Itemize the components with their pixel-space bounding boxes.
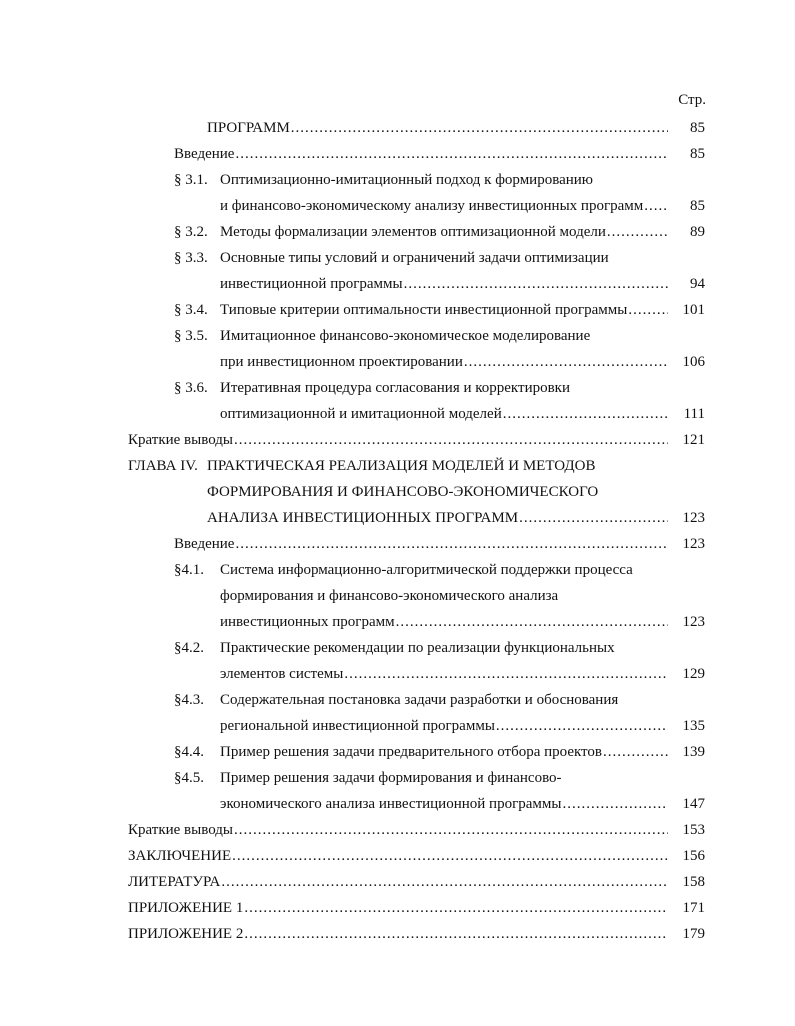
toc-entry-title: региональной инвестиционной программы: [220, 718, 495, 734]
toc-entry-title-wrap: [207, 453, 595, 479]
toc-entry-title-wrap: [220, 349, 669, 375]
dot-leader: [562, 791, 668, 817]
toc-entry-title: ФОРМИРОВАНИЯ И ФИНАНСОВО-ЭКОНОМИЧЕСКОГО: [207, 484, 599, 500]
toc-entry: [0, 687, 795, 713]
toc-entry: [0, 219, 795, 245]
toc-entry: [0, 427, 795, 453]
toc-entry: [0, 349, 795, 375]
toc-entry: [0, 401, 795, 427]
dot-leader: [603, 739, 668, 765]
toc-entry-title: Типовые критерии оптимальности инвестиционной программы: [220, 302, 628, 318]
toc-entry-title: инвестиционных программ: [220, 614, 395, 630]
toc-entry-number: § 3.5.: [174, 328, 208, 344]
toc-entry-title: Имитационное финансово-экономическое моделирование: [220, 328, 591, 344]
toc-entry: [0, 453, 795, 479]
toc-entry-number: §4.5.: [174, 770, 204, 786]
toc-entry-number: § 3.4.: [174, 302, 208, 318]
toc-entry: [0, 245, 795, 271]
dot-leader: [235, 141, 668, 167]
toc-entry-title-wrap: [220, 297, 669, 323]
toc-entry-title: Оптимизационно-имитационный подход к формированию: [220, 172, 594, 188]
toc-entry-page-number: 153: [682, 822, 705, 838]
page-column-header: Стр.: [678, 92, 706, 108]
dot-leader: [464, 349, 668, 375]
toc-entry-title: оптимизационной и имитационной моделей: [220, 406, 502, 422]
toc-entry-title-wrap: [220, 635, 615, 661]
toc-entry-title: ПРИЛОЖЕНИЕ 1: [128, 900, 244, 916]
toc-entry: [0, 661, 795, 687]
dot-leader: [235, 531, 668, 557]
toc-entry-number: §4.4.: [174, 744, 204, 760]
toc-entry: [0, 193, 795, 219]
dot-leader: [644, 193, 668, 219]
toc-entry-title: ЛИТЕРАТУРА: [128, 874, 221, 890]
toc-entry-title: Основные типы условий и ограничений задачи оптимизации: [220, 250, 609, 266]
toc-entry-title-wrap: [207, 115, 669, 141]
toc-entry: [0, 609, 795, 635]
toc-entry-title-wrap: [220, 687, 618, 713]
toc-entry-title-wrap: [220, 323, 590, 349]
toc-entry-title: ПРАКТИЧЕСКАЯ РЕАЛИЗАЦИЯ МОДЕЛЕЙ И МЕТОДОВ: [207, 458, 596, 474]
toc-entry-page-number: 85: [690, 120, 705, 136]
toc-entry-number: ГЛАВА IV.: [128, 458, 198, 474]
dot-leader: [244, 895, 668, 921]
toc-entry-title-wrap: [220, 193, 669, 219]
toc-entry-title-wrap: [207, 505, 669, 531]
toc-entry-title: ЗАКЛЮЧЕНИЕ: [128, 848, 232, 864]
toc-entry-title-wrap: [128, 869, 669, 895]
toc-entry: [0, 531, 795, 557]
toc-entry-page-number: 139: [682, 744, 705, 760]
toc-entry-title-wrap: [220, 791, 669, 817]
toc-entry-page-number: 106: [682, 354, 705, 370]
toc-entry-page-number: 85: [690, 146, 705, 162]
toc-entry-page-number: 129: [682, 666, 705, 682]
toc-entry: [0, 739, 795, 765]
dot-leader: [519, 505, 668, 531]
toc-entry-title-wrap: [220, 765, 562, 791]
toc-entry-title: АНАЛИЗА ИНВЕСТИЦИОННЫХ ПРОГРАММ: [207, 510, 519, 526]
toc-entry-title-wrap: [128, 427, 669, 453]
dot-leader: [496, 713, 668, 739]
dot-leader: [234, 427, 668, 453]
dot-leader: [404, 271, 668, 297]
toc-entry-title: Пример решения задачи формирования и финансово-: [220, 770, 562, 786]
toc-entry-title-wrap: [128, 843, 669, 869]
toc-entry-page-number: 123: [682, 510, 705, 526]
toc-entry: [0, 141, 795, 167]
toc-entry-title-wrap: [128, 817, 669, 843]
toc-entry: [0, 167, 795, 193]
toc-entry-number: § 3.3.: [174, 250, 208, 266]
toc-entry-title-wrap: [220, 219, 669, 245]
toc-entry: [0, 765, 795, 791]
toc-entry-page-number: 111: [683, 406, 705, 422]
toc-entry-title-wrap: [220, 557, 633, 583]
toc-entry-title: формирования и финансово-экономического анализа: [220, 588, 559, 604]
toc-entry: [0, 791, 795, 817]
toc-entry: [0, 375, 795, 401]
toc-entry: [0, 479, 795, 505]
toc-entry: [0, 115, 795, 141]
table-of-contents: [0, 115, 795, 947]
toc-entry-page-number: 147: [682, 796, 705, 812]
toc-entry-title-wrap: [128, 921, 669, 947]
toc-entry-title: Краткие выводы: [128, 432, 233, 448]
toc-entry-title: инвестиционной программы: [220, 276, 403, 292]
toc-entry-page-number: 85: [690, 198, 705, 214]
toc-entry: [0, 921, 795, 947]
toc-entry: [0, 843, 795, 869]
toc-entry-title-wrap: [220, 167, 593, 193]
toc-entry-title-wrap: [207, 479, 598, 505]
toc-entry-title: и финансово-экономическому анализу инвестиционных программ: [220, 198, 644, 214]
toc-entry-number: §4.1.: [174, 562, 204, 578]
toc-entry-number: §4.3.: [174, 692, 204, 708]
toc-entry-page-number: 123: [682, 536, 705, 552]
toc-entry-page-number: 123: [682, 614, 705, 630]
toc-entry-number: § 3.2.: [174, 224, 208, 240]
toc-entry: [0, 869, 795, 895]
toc-entry-title-wrap: [220, 739, 669, 765]
toc-entry-title-wrap: [220, 609, 669, 635]
dot-leader: [291, 115, 668, 141]
toc-entry: [0, 635, 795, 661]
toc-entry-title-wrap: [220, 401, 669, 427]
toc-entry: [0, 557, 795, 583]
toc-entry-page-number: 171: [682, 900, 705, 916]
toc-entry-title: Практические рекомендации по реализации функциональных: [220, 640, 615, 656]
dot-leader: [503, 401, 668, 427]
toc-entry: [0, 713, 795, 739]
toc-entry-title: Краткие выводы: [128, 822, 233, 838]
dot-leader: [607, 219, 668, 245]
toc-entry-title-wrap: [174, 531, 669, 557]
toc-entry: [0, 505, 795, 531]
toc-entry-title: экономического анализа инвестиционной программы: [220, 796, 562, 812]
toc-entry-number: § 3.1.: [174, 172, 208, 188]
toc-entry: [0, 297, 795, 323]
toc-entry-title-wrap: [220, 661, 669, 687]
toc-entry: [0, 895, 795, 921]
toc-entry-title: Введение: [174, 146, 235, 162]
toc-entry-title-wrap: [220, 583, 558, 609]
toc-entry: [0, 583, 795, 609]
toc-entry-number: § 3.6.: [174, 380, 208, 396]
toc-entry-page-number: 121: [682, 432, 705, 448]
toc-entry-title-wrap: [174, 141, 669, 167]
dot-leader: [628, 297, 668, 323]
toc-entry-title-wrap: [220, 245, 609, 271]
toc-entry-page-number: 94: [690, 276, 705, 292]
toc-entry-title-wrap: [220, 375, 570, 401]
toc-entry-title: Итеративная процедура согласования и корректировки: [220, 380, 570, 396]
toc-entry-title: Содержательная постановка задачи разработки и обоснования: [220, 692, 619, 708]
toc-entry-title: ПРОГРАММ: [207, 120, 290, 136]
toc-entry-page-number: 135: [682, 718, 705, 734]
toc-entry-page-number: 101: [682, 302, 705, 318]
toc-entry-title: Пример решения задачи предварительного отбора проектов: [220, 744, 603, 760]
toc-entry: [0, 323, 795, 349]
dot-leader: [234, 817, 668, 843]
dot-leader: [244, 921, 668, 947]
toc-entry-title: Методы формализации элементов оптимизационной модели: [220, 224, 606, 240]
toc-entry-title: Введение: [174, 536, 235, 552]
toc-entry-title: ПРИЛОЖЕНИЕ 2: [128, 926, 244, 942]
toc-entry-title-wrap: [220, 713, 669, 739]
toc-entry-title-wrap: [128, 895, 669, 921]
toc-entry-page-number: 158: [682, 874, 705, 890]
toc-entry-title: элементов системы: [220, 666, 344, 682]
toc-entry-title: Система информационно-алгоритмической поддержки процесса: [220, 562, 633, 578]
toc-entry: [0, 271, 795, 297]
toc-entry-title: при инвестиционном проектировании: [220, 354, 463, 370]
dot-leader: [232, 843, 668, 869]
toc-entry-page-number: 89: [690, 224, 705, 240]
dot-leader: [344, 661, 668, 687]
toc-entry: [0, 817, 795, 843]
toc-entry-number: §4.2.: [174, 640, 204, 656]
toc-entry-title-wrap: [220, 271, 669, 297]
dot-leader: [396, 609, 668, 635]
toc-entry-page-number: 179: [682, 926, 705, 942]
toc-entry-page-number: 156: [682, 848, 705, 864]
dot-leader: [221, 869, 668, 895]
